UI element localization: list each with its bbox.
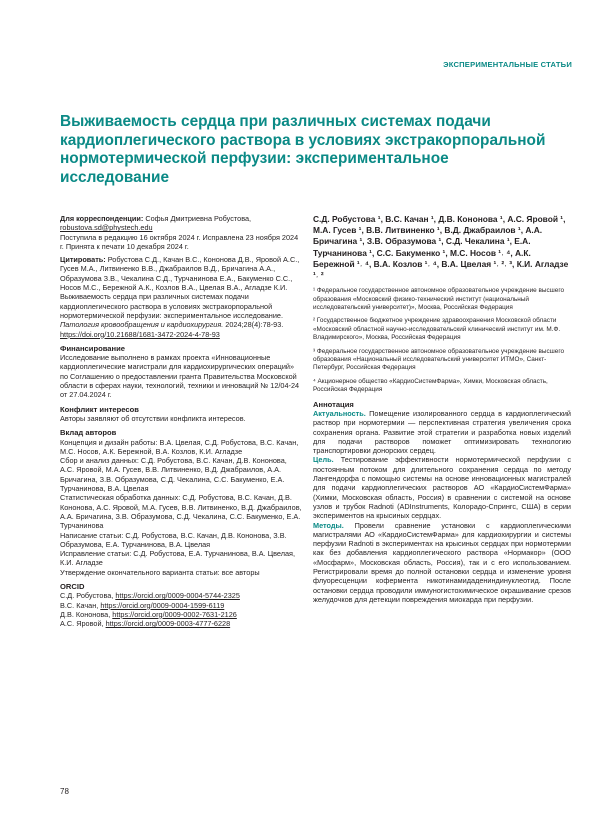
citation-label: Цитировать: bbox=[60, 255, 106, 265]
article-dates: Поступила в редакцию 16 октября 2024 г. Исправлена 23 ноября 2024 г. Принята к печати 10 декабря 2024 г. bbox=[60, 232, 299, 251]
contrib-item: Сбор и анализ данных: С.Д. Робустова, В.С. Качан, Д.В. Кононова, А.С. Яровой, М.А. Гусев, В.В. Литвиненко, В.Д. Джабраилов, А.А. Бричагина, З.В. Образумова, С.Д. Чекалина, С.С. Бакуменко, Е.А. Турчанинова, В.А. Цвелая bbox=[60, 456, 287, 494]
abstract-relevance bbox=[313, 409, 571, 455]
author-list: С.Д. Робустова ¹, В.С. Качан ¹, Д.В. Кононова ¹, А.С. Яровой ¹, М.А. Гусев ¹, В.В. Литвиненко ¹, В.Д. Джабраилов ¹, А.А. Бричагина ¹, З.В. Образумова ¹, С.Д. Чекалина ¹, Е.А. Турчанинова ¹, С.С. Бакуменко ¹, М.С. Носов ¹˒ ⁴, А.К. Бережной ¹˒ ⁴, В.А. Козлов ¹˒ ⁴, В.А. Цвелая ¹˒ ²˒ ³, К.И. Агладзе ¹˒ ² bbox=[313, 214, 569, 281]
orcid-link[interactable]: https://orcid.org/0009-0004-1599-6119 bbox=[100, 600, 225, 610]
conflict-heading: Конфликт интересов bbox=[60, 404, 139, 414]
affiliation: ¹ Федеральное государственное автономное образовательное учреждение высшего образования «Московский физико-технический институт (национальный исследовательский университет)», Москва, Российская Федерация bbox=[313, 287, 565, 312]
citation-ref: 2024;28(4):78-93. bbox=[225, 320, 284, 330]
contrib-item: Концепция и дизайн работы: В.А. Цвелая, С.Д. Робустова, В.С. Качан, М.С. Носов, А.К. Бережной, В.А. Козлов, К.И. Агладзе bbox=[60, 437, 299, 456]
orcid-link[interactable]: https://orcid.org/0009-0003-4777-6228 bbox=[105, 619, 231, 629]
right-column bbox=[313, 214, 571, 604]
aim-label: Цель. bbox=[313, 455, 334, 465]
page-number: 78 bbox=[60, 787, 69, 796]
citation-doi-link[interactable]: https://doi.org/10.21688/1681-3472-2024-4-78-93 bbox=[60, 329, 220, 339]
orcid-link[interactable]: https://orcid.org/0009-0002-7631-2126 bbox=[112, 609, 237, 619]
abstract-heading: Аннотация bbox=[313, 399, 354, 409]
orcid-item bbox=[60, 601, 302, 610]
correspondence-email-link[interactable]: robustova.sd@phystech.edu bbox=[60, 223, 153, 233]
abstract-aim bbox=[313, 455, 571, 520]
contrib-heading: Вклад авторов bbox=[60, 428, 117, 438]
correspondence bbox=[60, 214, 302, 233]
methods-label: Методы. bbox=[313, 520, 344, 530]
correspondence-label: Для корреспонденции: bbox=[60, 214, 144, 223]
affiliation: ² Государственное бюджетное учреждение здравоохранения Московской области «Московский областной научно-исследовательский клинический институт им. М.Ф. Владимирского», Москва, Российская Федерация bbox=[313, 317, 561, 342]
orcid-author: Д.В. Кононова, bbox=[60, 609, 113, 619]
relevance-text: Помещение изолированного сердца в кардиоплегический раствор при нормотермии — перспективная стратегия увеличения срока сохранения органа. Развитие этой стратегии и разработка новых изделий для подачи растворов поможет оптимизировать технологию транспортировки донорских сердец. bbox=[313, 408, 571, 456]
citation-journal: Патология кровообращения и кардиохирургия. bbox=[60, 320, 224, 330]
citation-text: Робустова С.Д., Качан В.С., Кононова Д.В., Яровой А.С., Гусев М.А., Литвиненко В.В., Джабраилов В.Д., Бричагина А.А., Образумова З.В., Чекалина С.Д., Турчанинова Е.А., Бакуменко С.С., Носов М.С., Бережной А.К., Козлов В.А., Цвелая В.А., Агладзе К.И. Выживаемость сердца при различных системах подачи кардиоплегического раствора в условиях экстракорпоральной нормотермической перфузии: экспериментальное исследование. bbox=[60, 255, 300, 320]
orcid-heading: ORCID bbox=[60, 581, 85, 591]
orcid-author: С.Д. Робустова, bbox=[60, 591, 116, 601]
conflict-text: Авторы заявляют об отсутствии конфликта интересов. bbox=[60, 413, 246, 423]
orcid-item bbox=[60, 591, 302, 600]
affiliation: ⁴ Акционерное общество «КардиоСистемФарма», Химки, Московская область, Российская Федерация bbox=[313, 377, 548, 394]
contrib-item: Написание статьи: С.Д. Робустова, В.С. Качан, Д.В. Кононова, З.В. Образумова, Е.А. Турчанинова, В.А. Цвелая bbox=[60, 530, 287, 549]
funding-heading: Финансирование bbox=[60, 343, 125, 353]
left-column bbox=[60, 214, 302, 628]
citation bbox=[60, 255, 302, 339]
funding-text: Исследование выполнено в рамках проекта «Инновационные кардиоплегические магистрали для кардиохирургических операций» по Соглашению о предоставлении гранта Правительства Московской области в сферах науки, технологий, техники и инноваций № 12/04-24 от 27.04.2024 г. bbox=[60, 353, 300, 400]
orcid-author: А.С. Яровой, bbox=[60, 619, 106, 629]
orcid-item bbox=[60, 619, 302, 628]
orcid-item bbox=[60, 610, 302, 619]
contrib-item: Статистическая обработка данных: С.Д. Робустова, В.С. Качан, Д.В. Кононова, А.С. Яровой, М.А. Гусев, В.В. Литвиненко, В.Д. Джабраилов, А.А. Бричагина, З.В. Образумова, С.Д. Чекалина, С.С. Бакуменко, Е.А. Турчанинова bbox=[60, 493, 302, 531]
section-label: ЭКСПЕРИМЕНТАЛЬНЫЕ СТАТЬИ bbox=[443, 60, 572, 69]
affiliation: ³ Федеральное государственное автономное образовательное учреждение высшего образования «Национальный исследовательский университет ИТМО», Санкт-Петербург, Российская Федерация bbox=[313, 347, 565, 372]
orcid-author: В.С. Качан, bbox=[60, 600, 101, 610]
aim-text: Тестирование эффективности нормотермической перфузии с постоянным потоком для длительного сохранения сердца по методу Лангендорфа с помощью системы на основе инновационных магистралей для подачи кардиоплегических растворов АО «КардиоСистемФарма» (Химки, Московская область, Россия) в сравнении с системой на основе узлов и трубок Radnoti (ADInstruments, Колорадо-Спрингс, США) в серии экспериментов на крысиных сердцах. bbox=[313, 455, 571, 521]
relevance-label: Актуальность. bbox=[313, 408, 366, 418]
contrib-item: Утверждение окончательного варианта статьи: все авторы bbox=[60, 567, 260, 577]
orcid-link[interactable]: https://orcid.org/0009-0004-5744-2325 bbox=[115, 591, 240, 601]
correspondence-name: Софья Дмитриевна Робустова, bbox=[145, 214, 252, 223]
abstract-methods bbox=[313, 521, 571, 605]
contrib-item: Исправление статьи: С.Д. Робустова, Е.А. Турчанинова, В.А. Цвелая, К.И. Агладзе bbox=[60, 549, 296, 568]
article-title: Выживаемость сердца при различных системах подачи кардиоплегического раствора в условиях экстракорпоральной нормотермической перфузии: экспериментальное исследование bbox=[60, 113, 546, 186]
methods-text: Провели сравнение установки с кардиоплегическими магистралями АО «КардиоСистемФарма» для кардиохирургии и системы перфузии Radnoti в экспериментах на крысиных сердцах при нормотермии как без добавления кардиоплегического раствора «Нормакор» (ООО «Мосфарм», Московская область, Россия), так и с его использованием. Регистрировали время до полной остановки сердца и изменение уровня флуоресценции кофермента никотинамидадениндинуклеотид. После остановки сердца проводили иммуногистохимическое окрашивание срезов желудочков для детекции повреждения миокарда при перфузии. bbox=[313, 520, 571, 604]
